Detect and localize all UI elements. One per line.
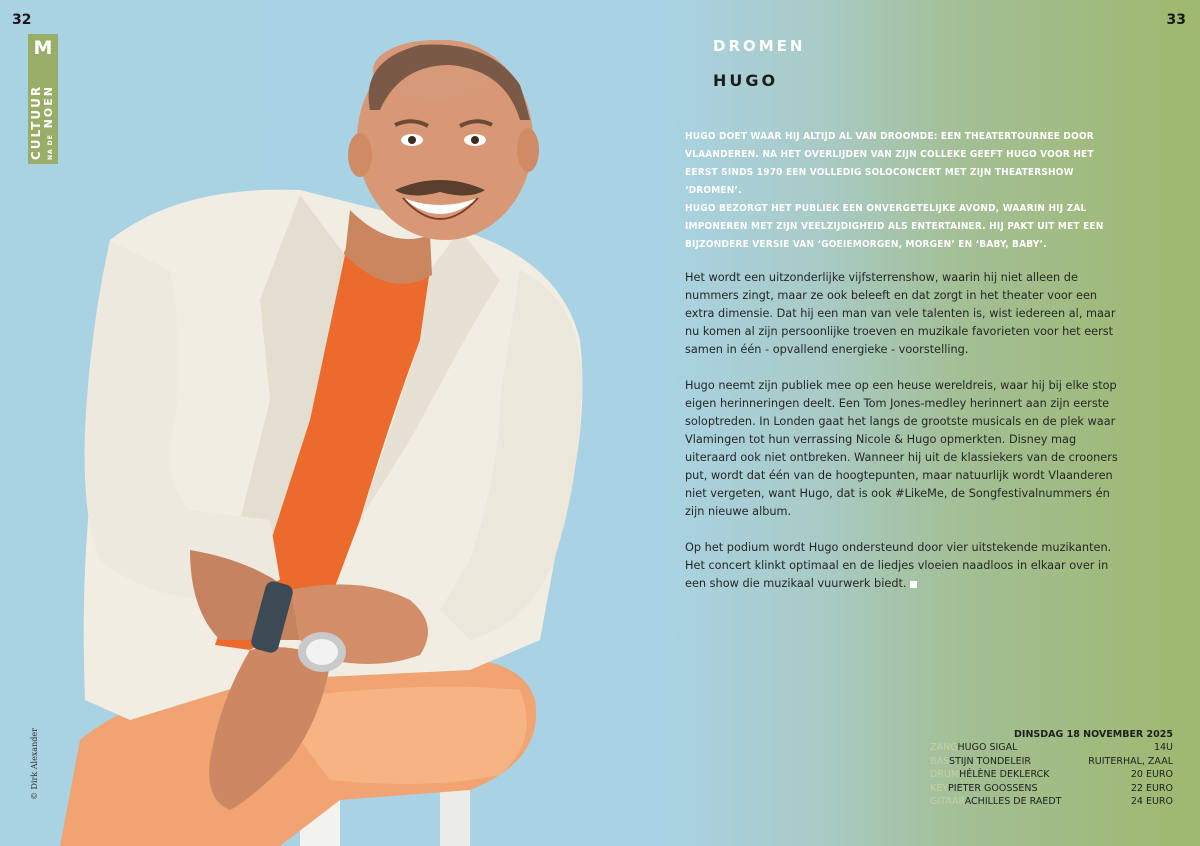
article-title: HUGO: [713, 71, 779, 90]
info-row: [930, 782, 1173, 795]
musician-role: BAS: [930, 755, 950, 767]
info-row: [930, 795, 1173, 808]
magazine-logo: [28, 34, 58, 164]
info-row: [930, 755, 1173, 768]
musician-name: PIETER GOOSSENS: [948, 782, 1038, 794]
event-info: [930, 728, 1173, 808]
logo-word-noen: NA DE NOEN: [42, 85, 55, 160]
intro-paragraph: HUGO DOET WAAR HIJ ALTIJD AL VAN DROOMDE: EEN THEATERTOURNEE DOOR VLAANDEREN. NA HET OVERLIJDEN VAN ZIJN COLLEKE GEEFT HUGO VOOR HET EERST SINDS 1970 EEN VOLLEDIG SOLOCONCERT MET ZIJN THEATERSHOW ‘DROMEN’.: [685, 131, 1094, 196]
event-detail: 24 EURO: [1130, 796, 1173, 808]
musician-role: GITAAR: [930, 796, 965, 808]
event-date: DINSDAG 18 NOVEMBER 2025: [1014, 729, 1173, 740]
musician-role: DRUM: [930, 769, 960, 781]
musician-role: KEY: [930, 782, 949, 794]
musician-name: HÉLÈNE DEKLERCK: [959, 769, 1050, 781]
body-paragraph-last: Op het podium wordt Hugo ondersteund door vier uitstekende muzikanten. Het concert klinkt optimaal en de liedjes vloeien naadloos in elkaar over in een show die muzikaal vuurwerk biedt.: [685, 541, 1112, 590]
musician-name: STIJN TONDELEIR: [949, 755, 1032, 767]
logo-word-cultuur: CULTUUR: [29, 84, 43, 160]
event-detail: 22 EURO: [1130, 782, 1173, 794]
info-row: [930, 768, 1173, 781]
logo-letter: M: [33, 37, 53, 59]
photo-credit: © Dirk Alexander: [30, 728, 39, 800]
musician-role: ZANG: [930, 742, 958, 754]
end-mark-icon: [910, 581, 917, 588]
intro-paragraph: HUGO BEZORGT HET PUBLIEK EEN ONVERGETELIJKE AVOND, WAARIN HIJ ZAL IMPONEREN MET ZIJN VEELZIJDIGHEID ALS ENTERTAINER. HIJ PAKT UIT MET EEN BIJZONDERE VERSIE VAN ‘GOEIEMORGEN, MORGEN’ EN ‘BABY, BABY’.: [685, 203, 1104, 250]
body-paragraph: Hugo neemt zijn publiek mee op een heuse wereldreis, waar hij bij elke stop eigen herinneringen deelt. Een Tom Jones-medley herinnert aan zijn eerste soloptreden. In Londen gaat het langs de grootste musicals en de plek waar Vlamingen tot hun verrassing Nicole & Hugo opmerkten. Disney mag uiteraard ook niet ontbreken. Wanneer hij uit de klassiekers van de crooners put, wordt dat één van de hoogtepunten, maar natuurlijk wordt Vlaanderen niet vergeten, want Hugo, dat is ook #LikeMe, de Songfestivalnummers én zijn nieuwe album.: [685, 379, 1118, 518]
musician-name: ACHILLES DE RAEDT: [964, 796, 1062, 808]
page-number-right: 33: [1166, 12, 1186, 28]
info-row: [930, 741, 1173, 754]
logo-wordmark: [30, 85, 57, 160]
event-detail: 14U: [1153, 742, 1173, 754]
musician-name: HUGO SIGAL: [957, 742, 1018, 754]
event-detail: RUITERHAL, ZAAL: [1088, 755, 1173, 767]
body-paragraph: Het wordt een uitzonderlijke vijfsterrenshow, waarin hij niet alleen de nummers zingt, maar ze ook beleeft en dat zorgt in het theater voor een extra dimensie. Dat hij een man van vele talenten is, wist iedereen al, maar nu komen al zijn persoonlijke troeven en muzikale favorieten voor het eerst samen in één - opvallend energieke - voorstelling.: [685, 271, 1116, 356]
page-number-left: 32: [12, 12, 32, 28]
article-intro: [685, 128, 1125, 254]
event-detail: 20 EURO: [1130, 769, 1173, 781]
article-body: [685, 128, 1125, 611]
article-kicker: DROMEN: [713, 37, 806, 55]
